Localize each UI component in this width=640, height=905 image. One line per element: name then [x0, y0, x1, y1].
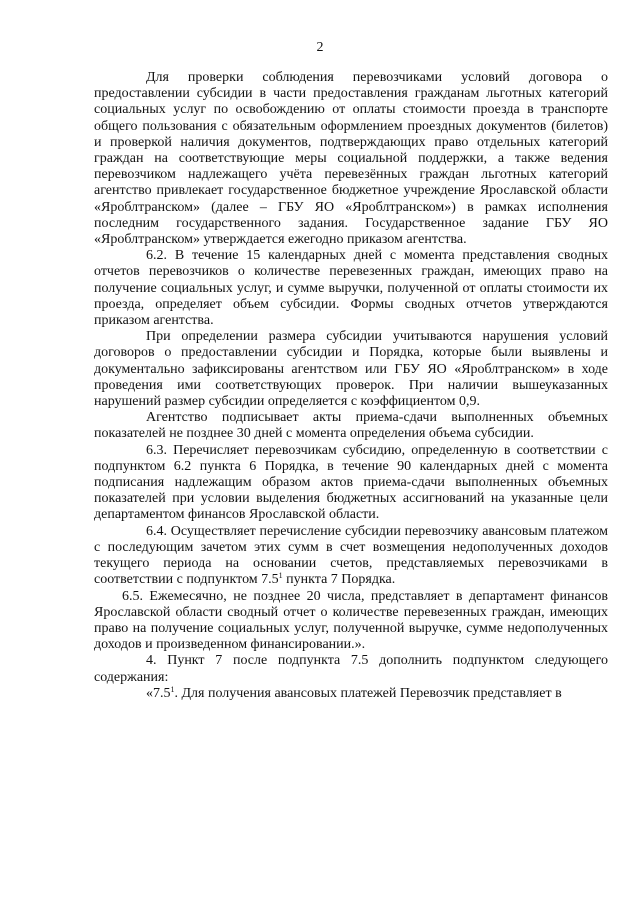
paragraph-7-5-1-tail: . Для получения авансовых платежей Перевозчик представляет в: [174, 685, 562, 701]
paragraph-6-4-tail: пункта 7 Порядка.: [282, 572, 396, 588]
paragraph-6-2: 6.2. В течение 15 календарных дней с момента представления сводных отчетов перевозчиков о количестве перевезенных граждан, имеющих право на получение социальных услуг, и сумме выручки, полученной от оплаты стоимости их проезда, определяет объем субсидии. Формы сводных отчетов утверждаются приказом агентства.: [94, 248, 608, 329]
page-number: 2: [316, 40, 324, 55]
superscript-index: 1: [170, 684, 175, 694]
paragraph-6-4-text: 6.4. Осуществляет перечисление субсидии перевозчику авансовым платежом с последующим зачетом этих сумм в счет возмещения недополученных доходов текущего периода на основании счетов, представляемых перевозчиками в соответствии с подпунктом 7.5: [94, 523, 608, 588]
paragraph-7-5-1-text: «7.5: [146, 685, 171, 701]
document-body: [94, 70, 608, 702]
paragraph-subsidy-size: При определении размера субсидии учитываются нарушения условий договоров о предоставлении субсидии и Порядка, которые были выявлены и документально зафиксированы агентством или ГБУ ЯО «Яроблтранском» в ходе проведения ими соответствующих проверок. При наличии вышеуказанных нарушений размер субсидии определяется с коэффициентом 0,9.: [94, 329, 608, 410]
paragraph-6-4: [94, 524, 608, 589]
paragraph-6-5: 6.5. Ежемесячно, не позднее 20 числа, представляет в департамент финансов Ярославской области сводный отчет о количестве перевезенных граждан, имеющих право на получение социальных услуг, полученной выручке, сумме недополученных доходов и произведенном финансировании.».: [94, 588, 608, 653]
paragraph-6-3: 6.3. Перечисляет перевозчикам субсидию, определенную в соответствии с подпунктом 6.2 пункта 6 Порядка, в течение 90 календарных дней с момента подписания надлежащим образом актов приема-сдачи выполненных объемных показателей при условии выделения бюджетных ассигнований на указанные цели департаментом финансов Ярославской области.: [94, 442, 608, 523]
paragraph-7-5-1: [94, 686, 608, 702]
paragraph-acts-signing: Агентство подписывает акты приема-сдачи выполненных объемных показателей не позднее 30 дней с момента определения объема субсидии.: [94, 410, 608, 442]
superscript-index: 1: [278, 571, 283, 581]
paragraph-4-amendment: 4. Пункт 7 после подпункта 7.5 дополнить подпунктом следующего содержания:: [94, 653, 608, 685]
paragraph-verification: Для проверки соблюдения перевозчиками условий договора о предоставлении субсидии в части предоставления гражданам льготных категорий социальных услуг по освобождению от оплаты стоимости проезда в транспорте общего пользования с обязательным оформлением проездных документов (билетов) и проверкой наличия документов, подтверждающих право отдельных категорий граждан на соответствующие меры социальной поддержки, а также ведения перевозчиком надлежащего учёта перевезённых граждан льготных категорий агентство привлекает государственное бюджетное учреждение Ярославской области «Яроблтранском» (далее – ГБУ ЯО «Яроблтранском») в рамках исполнения последним государственного задания. Государственное задание ГБУ ЯО «Яроблтранском» утверждается ежегодно приказом агентства.: [94, 70, 608, 248]
